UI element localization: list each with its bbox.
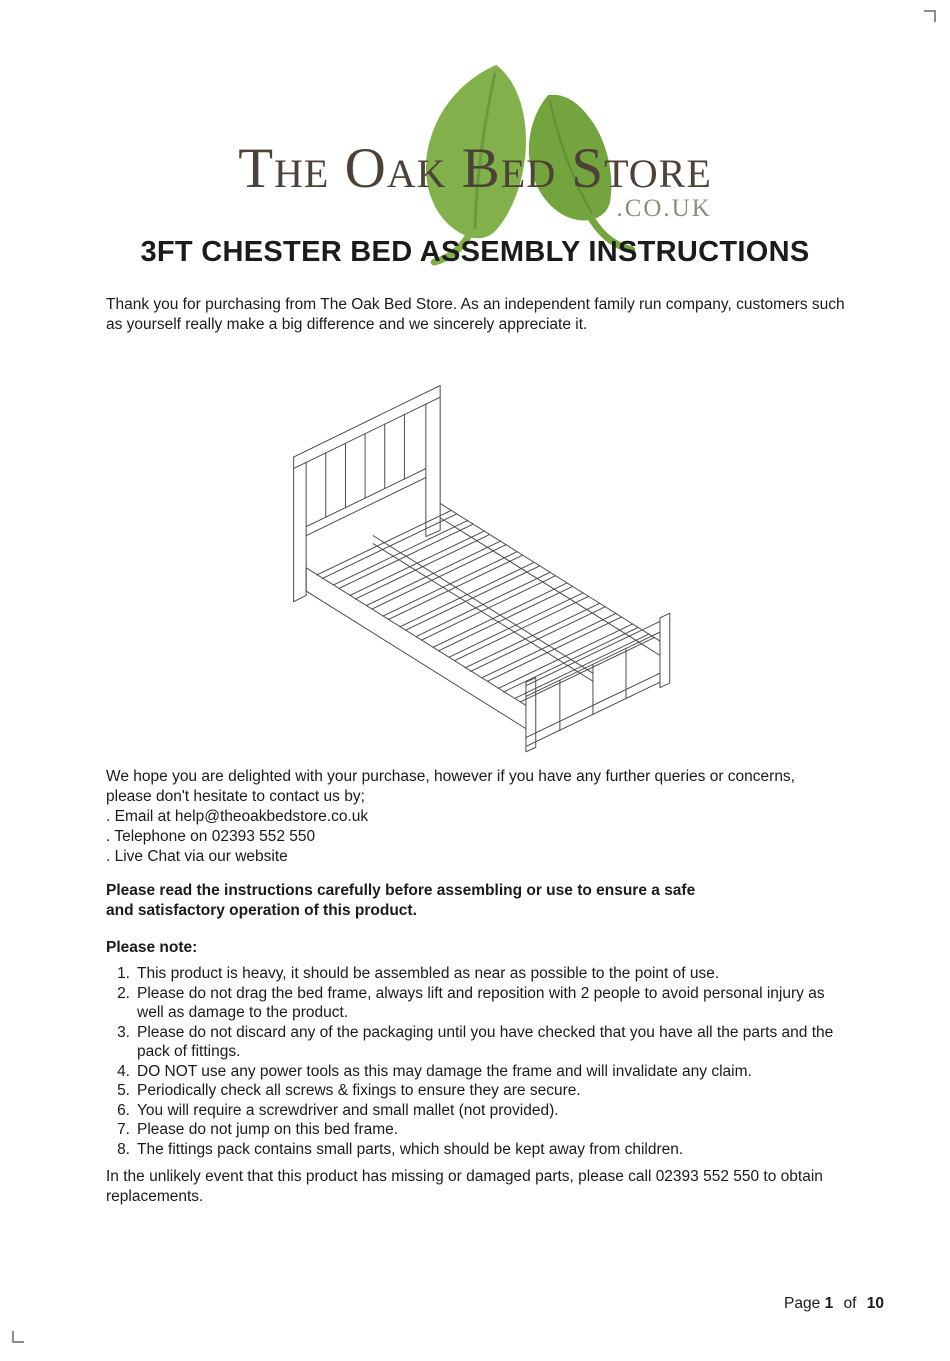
intro-paragraph: Thank you for purchasing from The Oak Bed Store. As an independent family run company, customers such as yourself really make a big difference and we sincerely appreciate it. bbox=[106, 296, 845, 333]
bed-frame-drawing-icon bbox=[265, 348, 685, 759]
of-label: of bbox=[843, 1295, 857, 1312]
page-footer bbox=[784, 1295, 884, 1313]
note-item bbox=[106, 1140, 856, 1160]
notes-section bbox=[106, 938, 856, 1159]
logo-tld-text: .CO.UK bbox=[616, 195, 712, 222]
note-item bbox=[106, 1062, 856, 1082]
note-number: 3. bbox=[117, 1023, 130, 1041]
note-number: 4. bbox=[117, 1062, 130, 1080]
note-item bbox=[106, 1081, 856, 1101]
note-number: 8. bbox=[117, 1140, 130, 1158]
contact-section bbox=[106, 767, 851, 867]
safety-warning-line-2: and satisfactory operation of this product. bbox=[106, 902, 417, 919]
contact-lead-line-2: please don't hesitate to contact us by; bbox=[106, 788, 365, 805]
safety-warning-line-1: Please read the instructions carefully before assembling or use to ensure a safe bbox=[106, 882, 696, 899]
note-number: 1. bbox=[117, 965, 130, 982]
contact-method-email: . Email at help@theoakbedstore.co.uk bbox=[106, 808, 369, 825]
page-number: 1 bbox=[824, 1295, 834, 1312]
logo bbox=[0, 96, 950, 222]
note-text: You will require a screwdriver and small mallet (not provided). bbox=[137, 1101, 559, 1119]
replacement-paragraph: In the unlikely event that this product has missing or damaged parts, please call 02393 552 550 to obtain replacements. bbox=[106, 1168, 823, 1205]
note-number: 2. bbox=[117, 984, 130, 1002]
note-item bbox=[106, 1023, 856, 1062]
bed-illustration bbox=[0, 348, 950, 764]
note-number: 5. bbox=[117, 1082, 130, 1099]
note-text: DO NOT use any power tools as this may damage the frame and will invalidate any claim. bbox=[137, 1062, 752, 1080]
note-item bbox=[106, 964, 856, 984]
note-text: This product is heavy, it should be assembled as near as possible to the point of use. bbox=[137, 965, 720, 982]
total-pages: 10 bbox=[866, 1295, 884, 1312]
note-number: 7. bbox=[117, 1121, 130, 1138]
note-text: Periodically check all screws & fixings to ensure they are secure. bbox=[137, 1082, 581, 1099]
contact-method-phone: . Telephone on 02393 552 550 bbox=[106, 828, 316, 845]
note-text: The fittings pack contains small parts, which should be kept away from children. bbox=[137, 1140, 684, 1158]
note-item bbox=[106, 1120, 856, 1140]
note-number: 6. bbox=[117, 1101, 130, 1119]
safety-warning bbox=[106, 881, 806, 921]
logo-brand-text: The Oak Bed Store bbox=[238, 137, 712, 200]
crop-mark-top-right-icon bbox=[924, 10, 936, 22]
page-label: Page bbox=[784, 1295, 821, 1312]
page-title: 3FT CHESTER BED ASSEMBLY INSTRUCTIONS bbox=[140, 236, 810, 268]
contact-method-chat: . Live Chat via our website bbox=[106, 848, 288, 865]
note-item bbox=[106, 1101, 856, 1121]
note-text: Please do not jump on this bed frame. bbox=[137, 1121, 399, 1138]
notes-heading: Please note: bbox=[106, 939, 198, 956]
note-item bbox=[106, 984, 856, 1023]
notes-list bbox=[106, 964, 856, 1159]
contact-lead-line-1: We hope you are delighted with your purchase, however if you have any further queries or concerns, bbox=[106, 768, 795, 785]
note-text: Please do not discard any of the packaging until you have checked that you have all the parts and the pack of fittings. bbox=[137, 1023, 834, 1060]
note-text: Please do not drag the bed frame, always lift and reposition with 2 people to avoid personal injury as well as damage to the product. bbox=[137, 984, 825, 1021]
crop-mark-bottom-left-icon bbox=[12, 1331, 24, 1343]
